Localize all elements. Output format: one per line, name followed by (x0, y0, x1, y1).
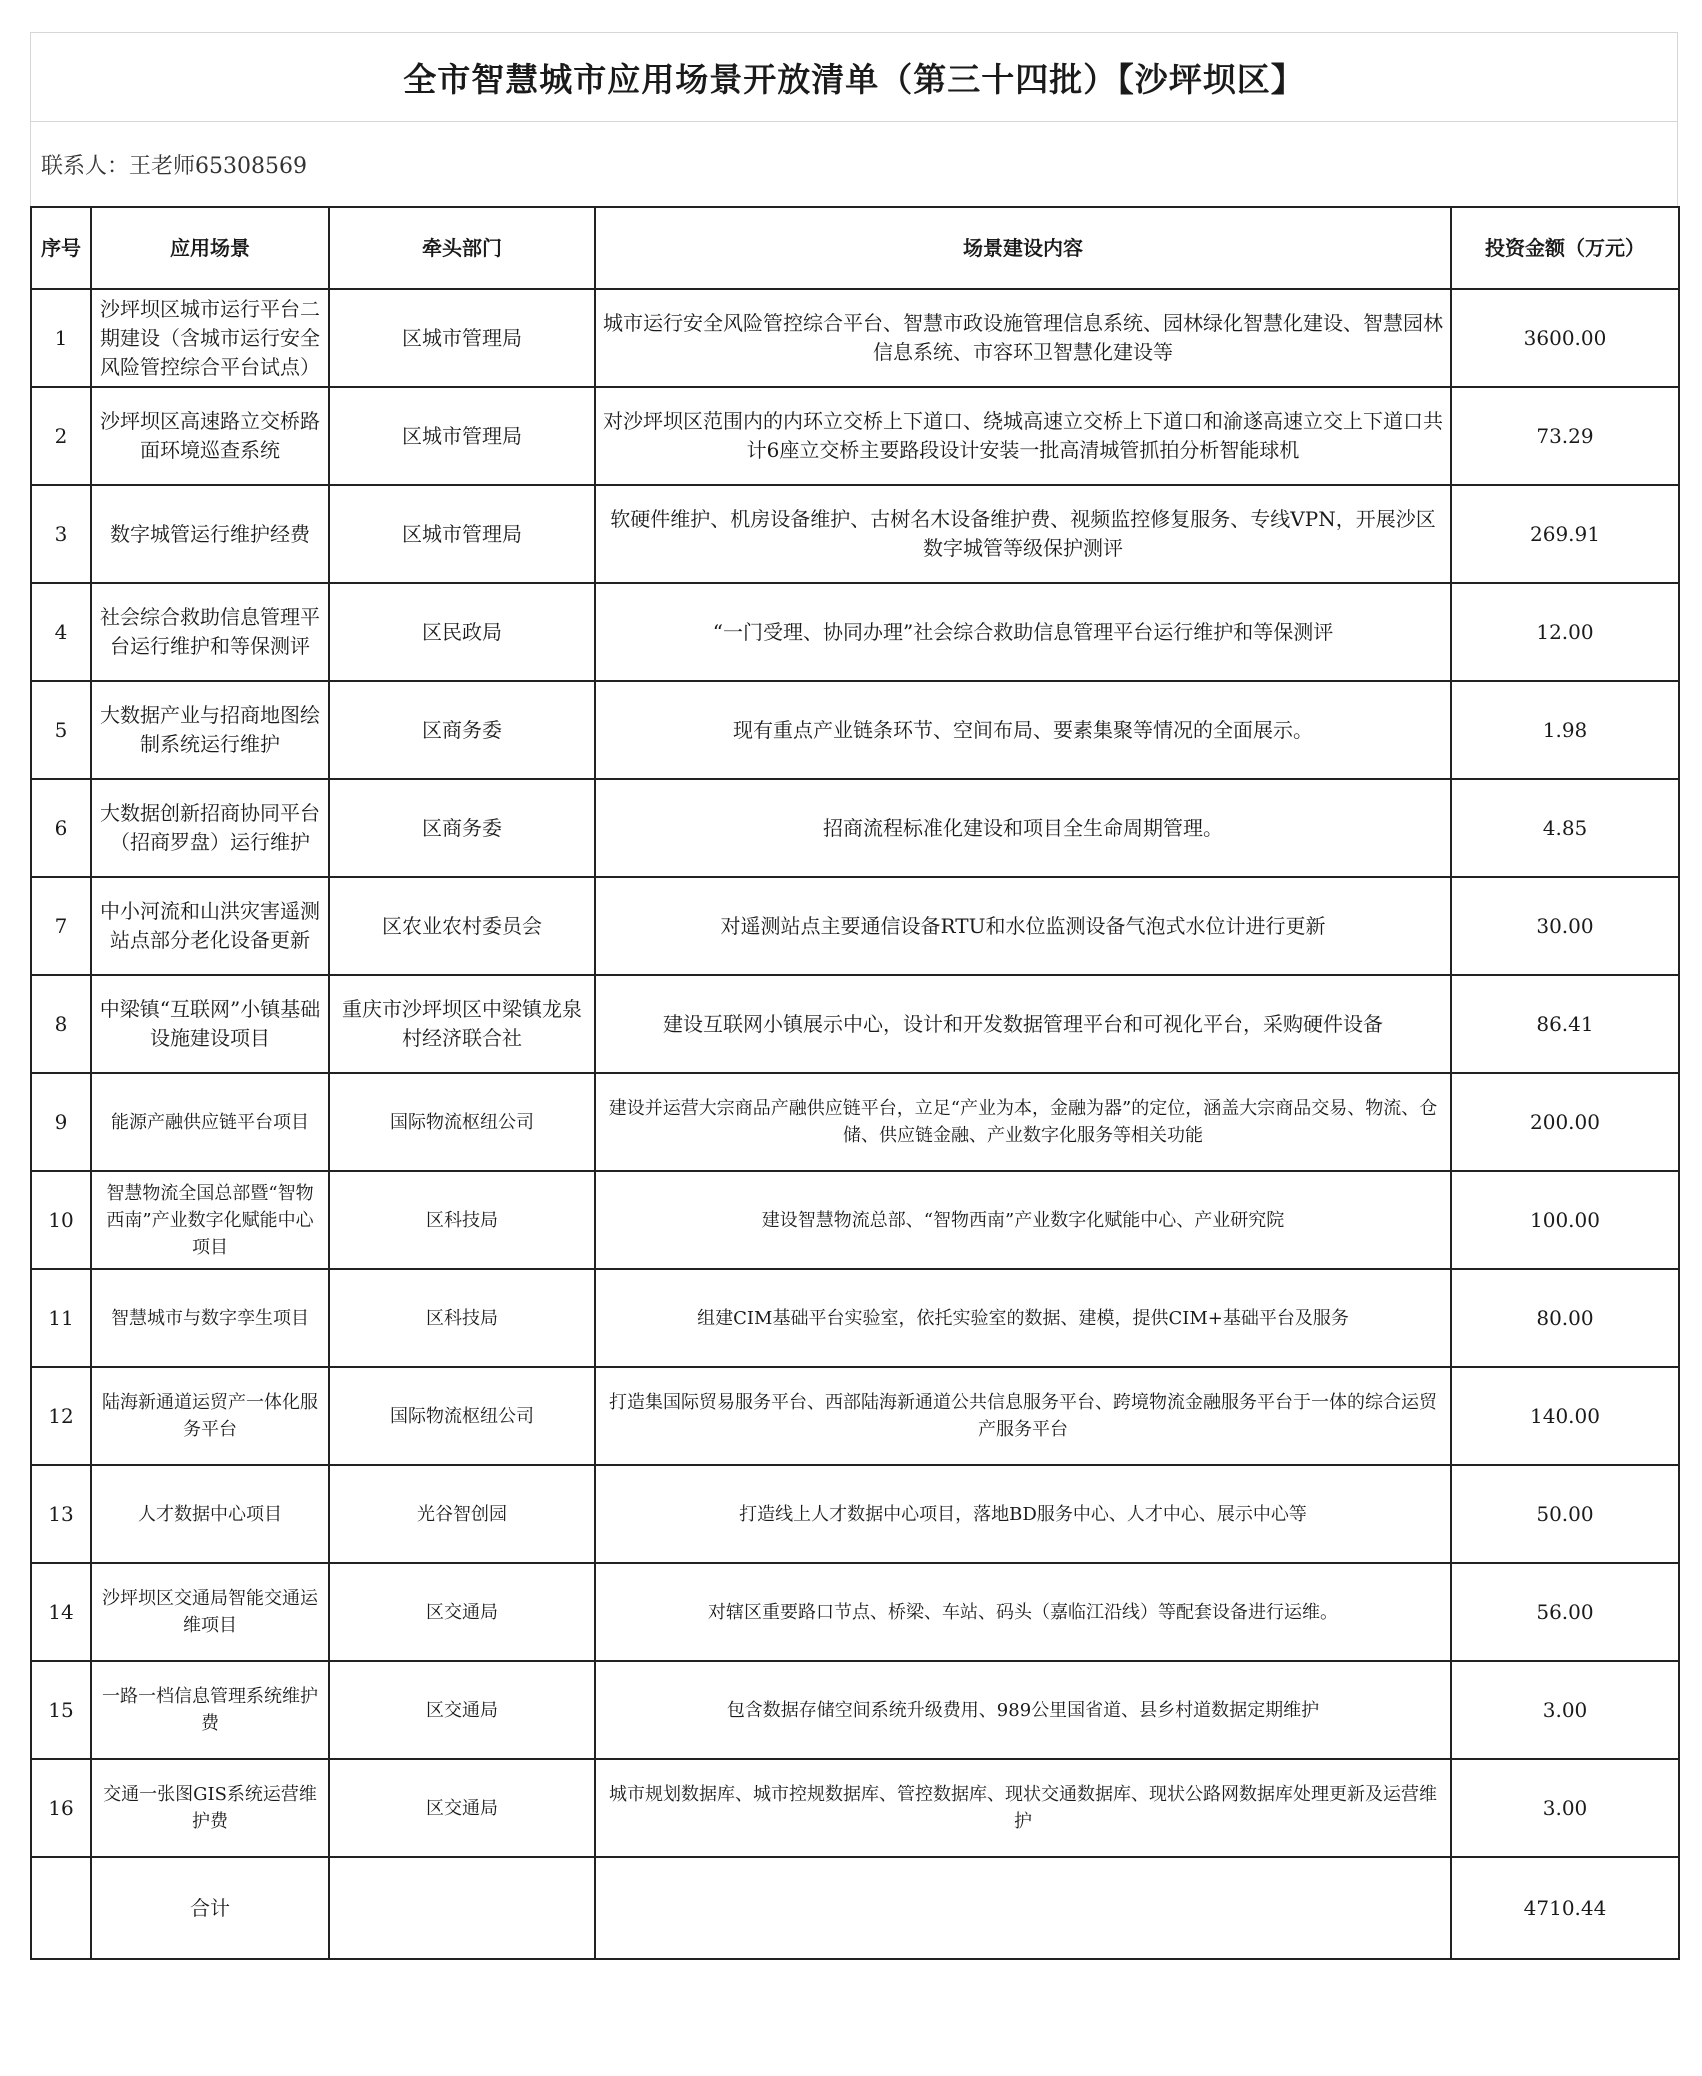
row-dept: 重庆市沙坪坝区中梁镇龙泉村经济联合社 (329, 975, 595, 1073)
table-row (31, 779, 1679, 877)
row-content: 现有重点产业链条环节、空间布局、要素集聚等情况的全面展示。 (595, 681, 1451, 779)
row-scene: 交通一张图GIS系统运营维护费 (91, 1759, 329, 1857)
header-dept: 牵头部门 (329, 207, 595, 289)
row-content: 打造线上人才数据中心项目，落地BD服务中心、人才中心、展示中心等 (595, 1465, 1451, 1563)
table-row (31, 681, 1679, 779)
row-no: 15 (31, 1661, 91, 1759)
scene-table (30, 206, 1680, 1960)
row-no: 11 (31, 1269, 91, 1367)
row-scene: 陆海新通道运贸产一体化服务平台 (91, 1367, 329, 1465)
row-amount: 100.00 (1451, 1171, 1679, 1269)
table-row (31, 1759, 1679, 1857)
row-no: 4 (31, 583, 91, 681)
row-scene: 数字城管运行维护经费 (91, 485, 329, 583)
row-content: 对沙坪坝区范围内的内环立交桥上下道口、绕城高速立交桥上下道口和渝遂高速立交上下道口共计6座立交桥主要路段设计安装一批高清城管抓拍分析智能球机 (595, 387, 1451, 485)
row-dept: 区交通局 (329, 1759, 595, 1857)
row-amount: 1.98 (1451, 681, 1679, 779)
row-amount: 56.00 (1451, 1563, 1679, 1661)
row-content: “一门受理、协同办理”社会综合救助信息管理平台运行维护和等保测评 (595, 583, 1451, 681)
row-content: 城市规划数据库、城市控规数据库、管控数据库、现状交通数据库、现状公路网数据库处理更新及运营维护 (595, 1759, 1451, 1857)
row-dept: 区城市管理局 (329, 485, 595, 583)
page-title: 全市智慧城市应用场景开放清单（第三十四批）【沙坪坝区】 (30, 32, 1678, 121)
row-no: 9 (31, 1073, 91, 1171)
row-scene: 中梁镇“互联网”小镇基础设施建设项目 (91, 975, 329, 1073)
row-dept: 区科技局 (329, 1269, 595, 1367)
total-amount: 4710.44 (1451, 1857, 1679, 1959)
row-no: 1 (31, 289, 91, 387)
header-content: 场景建设内容 (595, 207, 1451, 289)
row-scene: 沙坪坝区高速路立交桥路面环境巡查系统 (91, 387, 329, 485)
row-no: 6 (31, 779, 91, 877)
total-label: 合计 (91, 1857, 329, 1959)
row-scene: 沙坪坝区交通局智能交通运维项目 (91, 1563, 329, 1661)
row-no: 5 (31, 681, 91, 779)
total-dept-cell (329, 1857, 595, 1959)
row-no: 7 (31, 877, 91, 975)
row-scene: 智慧物流全国总部暨“智物西南”产业数字化赋能中心项目 (91, 1171, 329, 1269)
row-scene: 人才数据中心项目 (91, 1465, 329, 1563)
row-no: 16 (31, 1759, 91, 1857)
row-content: 打造集国际贸易服务平台、西部陆海新通道公共信息服务平台、跨境物流金融服务平台于一体的综合运贸产服务平台 (595, 1367, 1451, 1465)
row-content: 城市运行安全风险管控综合平台、智慧市政设施管理信息系统、园林绿化智慧化建设、智慧园林信息系统、市容环卫智慧化建设等 (595, 289, 1451, 387)
table-row (31, 387, 1679, 485)
row-amount: 200.00 (1451, 1073, 1679, 1171)
row-dept: 国际物流枢纽公司 (329, 1367, 595, 1465)
table-row (31, 1171, 1679, 1269)
table-row (31, 1465, 1679, 1563)
row-scene: 智慧城市与数字孪生项目 (91, 1269, 329, 1367)
row-amount: 3.00 (1451, 1759, 1679, 1857)
row-content: 对辖区重要路口节点、桥梁、车站、码头（嘉临江沿线）等配套设备进行运维。 (595, 1563, 1451, 1661)
row-amount: 80.00 (1451, 1269, 1679, 1367)
row-dept: 区科技局 (329, 1171, 595, 1269)
row-dept: 区交通局 (329, 1563, 595, 1661)
table-row (31, 289, 1679, 387)
row-no: 13 (31, 1465, 91, 1563)
table-row (31, 1269, 1679, 1367)
row-amount: 269.91 (1451, 485, 1679, 583)
row-content: 包含数据存储空间系统升级费用、989公里国省道、县乡村道数据定期维护 (595, 1661, 1451, 1759)
row-content: 软硬件维护、机房设备维护、古树名木设备维护费、视频监控修复服务、专线VPN，开展沙区数字城管等级保护测评 (595, 485, 1451, 583)
table-row (31, 1563, 1679, 1661)
row-amount: 3600.00 (1451, 289, 1679, 387)
row-no: 8 (31, 975, 91, 1073)
header-scene: 应用场景 (91, 207, 329, 289)
row-amount: 50.00 (1451, 1465, 1679, 1563)
table-row (31, 877, 1679, 975)
row-dept: 区商务委 (329, 681, 595, 779)
row-dept: 区城市管理局 (329, 387, 595, 485)
row-content: 组建CIM基础平台实验室，依托实验室的数据、建模，提供CIM+基础平台及服务 (595, 1269, 1451, 1367)
header-amount: 投资金额（万元） (1451, 207, 1679, 289)
table-row (31, 975, 1679, 1073)
contact-line: 联系人：王老师65308569 (30, 121, 1678, 206)
header-no: 序号 (31, 207, 91, 289)
table-row (31, 583, 1679, 681)
row-amount: 73.29 (1451, 387, 1679, 485)
row-scene: 社会综合救助信息管理平台运行维护和等保测评 (91, 583, 329, 681)
sheet (30, 32, 1678, 1960)
row-amount: 140.00 (1451, 1367, 1679, 1465)
row-dept: 区商务委 (329, 779, 595, 877)
table-row (31, 1073, 1679, 1171)
row-scene: 大数据产业与招商地图绘制系统运行维护 (91, 681, 329, 779)
row-content: 建设互联网小镇展示中心，设计和开发数据管理平台和可视化平台，采购硬件设备 (595, 975, 1451, 1073)
table-row (31, 485, 1679, 583)
row-no: 2 (31, 387, 91, 485)
row-dept: 区民政局 (329, 583, 595, 681)
row-amount: 30.00 (1451, 877, 1679, 975)
row-dept: 区农业农村委员会 (329, 877, 595, 975)
row-scene: 中小河流和山洪灾害遥测站点部分老化设备更新 (91, 877, 329, 975)
total-row (31, 1857, 1679, 1959)
table-row (31, 1661, 1679, 1759)
row-amount: 4.85 (1451, 779, 1679, 877)
header-row (31, 207, 1679, 289)
row-no: 14 (31, 1563, 91, 1661)
row-dept: 区城市管理局 (329, 289, 595, 387)
row-scene: 一路一档信息管理系统维护费 (91, 1661, 329, 1759)
row-no: 12 (31, 1367, 91, 1465)
row-content: 建设智慧物流总部、“智物西南”产业数字化赋能中心、产业研究院 (595, 1171, 1451, 1269)
row-scene: 大数据创新招商协同平台（招商罗盘）运行维护 (91, 779, 329, 877)
row-no: 10 (31, 1171, 91, 1269)
table-row (31, 1367, 1679, 1465)
row-content: 建设并运营大宗商品产融供应链平台，立足“产业为本，金融为器”的定位，涵盖大宗商品交易、物流、仓储、供应链金融、产业数字化服务等相关功能 (595, 1073, 1451, 1171)
row-scene: 能源产融供应链平台项目 (91, 1073, 329, 1171)
total-no-cell (31, 1857, 91, 1959)
row-amount: 3.00 (1451, 1661, 1679, 1759)
total-content-cell (595, 1857, 1451, 1959)
row-no: 3 (31, 485, 91, 583)
row-dept: 光谷智创园 (329, 1465, 595, 1563)
row-content: 招商流程标准化建设和项目全生命周期管理。 (595, 779, 1451, 877)
row-amount: 86.41 (1451, 975, 1679, 1073)
row-amount: 12.00 (1451, 583, 1679, 681)
row-dept: 区交通局 (329, 1661, 595, 1759)
row-content: 对遥测站点主要通信设备RTU和水位监测设备气泡式水位计进行更新 (595, 877, 1451, 975)
row-dept: 国际物流枢纽公司 (329, 1073, 595, 1171)
row-scene: 沙坪坝区城市运行平台二期建设（含城市运行安全风险管控综合平台试点） (91, 289, 329, 387)
